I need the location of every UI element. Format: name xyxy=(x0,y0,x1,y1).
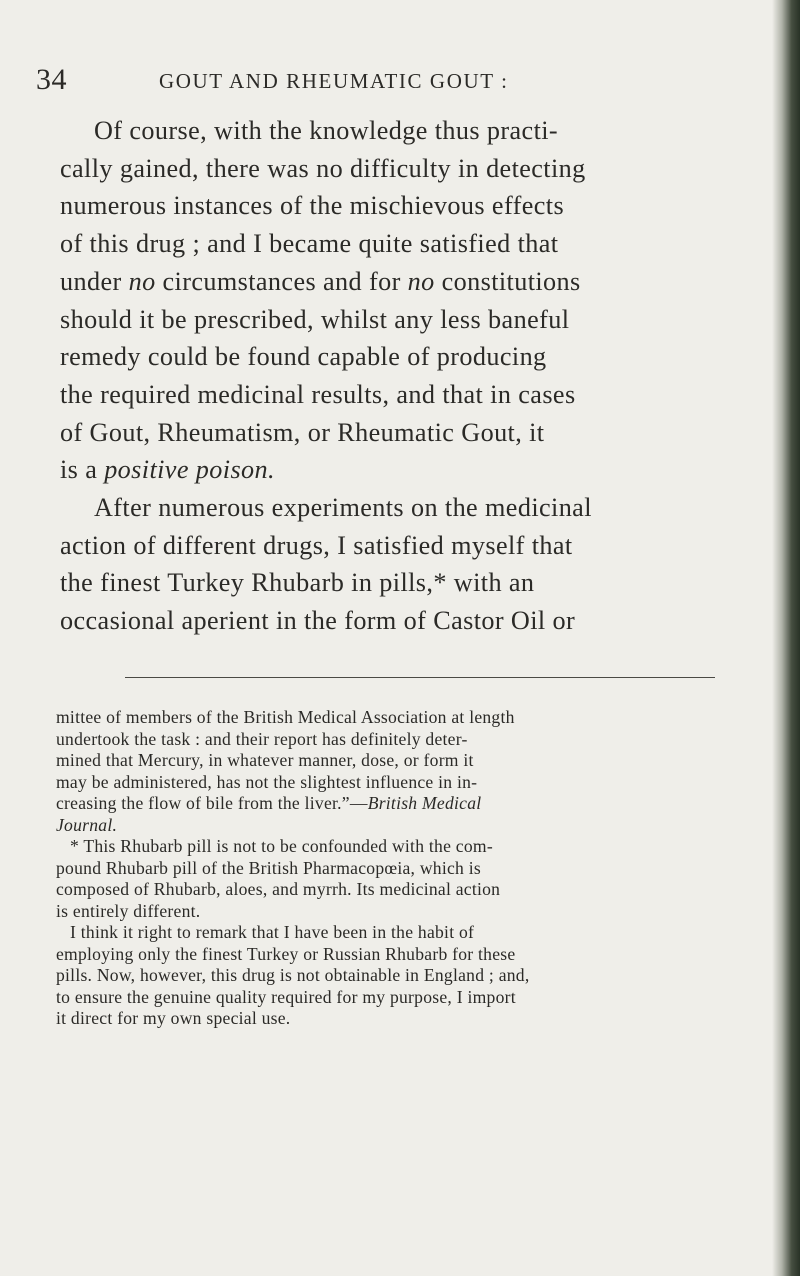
footnote-divider xyxy=(125,677,715,678)
running-head: GOUT AND RHEUMATIC GOUT : xyxy=(159,69,509,93)
page-edge-shadow xyxy=(772,0,800,1276)
text-line: cally gained, there was no difficulty in detecting xyxy=(60,153,586,183)
main-text xyxy=(60,112,770,640)
footnote-line: may be administered, has not the slightest influence in in- xyxy=(56,771,478,792)
footnote-line: I think it right to remark that I have been in the habit of xyxy=(70,922,475,942)
text-line: the required medicinal results, and that in cases xyxy=(60,379,576,409)
footnote-remark xyxy=(56,922,776,1030)
footnote-line: it direct for my own special use. xyxy=(56,1008,291,1028)
text-run: under xyxy=(60,266,129,296)
footnote-continued xyxy=(56,707,776,836)
text-line: should it be prescribed, whilst any less baneful xyxy=(60,304,570,334)
text-line: of Gout, Rheumatism, or Rheumatic Gout, it xyxy=(60,417,545,447)
footnote-line xyxy=(56,815,776,837)
page-header xyxy=(36,62,696,102)
text-line: Of course, with the knowledge thus practi- xyxy=(94,116,559,145)
footnote-line: * This Rhubarb pill is not to be confounded with the com- xyxy=(70,836,493,856)
footnote-line: pound Rhubarb pill of the British Pharmacopœia, which is xyxy=(56,857,481,878)
text-line: numerous instances of the mischievous effects xyxy=(60,191,565,221)
footnote-line: composed of Rhubarb, aloes, and myrrh. Its medicinal action xyxy=(56,879,501,899)
footnote-line: is entirely different. xyxy=(56,900,201,921)
text-run: circumstances and for xyxy=(155,266,408,296)
emphasis-no: no xyxy=(407,266,435,296)
footnote-line: pills. Now, however, this drug is not obtainable in England ; and, xyxy=(56,965,530,985)
emphasis-no: no xyxy=(128,266,156,296)
footnote-line xyxy=(56,793,776,815)
footnote-line: undertook the task : and their report has definitely deter- xyxy=(56,728,468,749)
page-number: 34 xyxy=(36,63,67,96)
emphasis-positive-poison: positive poison. xyxy=(104,455,275,485)
paragraph-1 xyxy=(60,112,770,489)
footnote-line: mittee of members of the British Medical Association at length xyxy=(56,707,515,727)
footnote-line: employing only the finest Turkey or Russian Rhubarb for these xyxy=(56,943,516,964)
text-line xyxy=(60,263,770,301)
citation: British Medical xyxy=(367,793,482,813)
footnotes xyxy=(56,707,776,1030)
text-line xyxy=(60,451,770,489)
text-line: remedy could be found capable of producing xyxy=(60,342,547,372)
footnote-line: to ensure the genuine quality required for my purpose, I import xyxy=(56,986,516,1007)
text-line: occasional aperient in the form of Castor Oil or xyxy=(60,606,576,636)
footnote-line: mined that Mercury, in whatever manner, dose, or form it xyxy=(56,750,474,770)
paragraph-2 xyxy=(60,489,770,640)
text-run: constitutions xyxy=(434,266,581,296)
text-line: of this drug ; and I became quite satisfied that xyxy=(60,229,559,259)
text-run: is a xyxy=(60,455,105,485)
text-line: the finest Turkey Rhubarb in pills,* with an xyxy=(60,568,535,598)
text-line: action of different drugs, I satisfied myself that xyxy=(60,530,573,560)
text-line: After numerous experiments on the medicinal xyxy=(94,493,592,523)
text-run: creasing the flow of bile from the liver.”— xyxy=(56,793,368,813)
footnote-rhubarb xyxy=(56,836,776,922)
citation: Journal. xyxy=(56,814,118,835)
